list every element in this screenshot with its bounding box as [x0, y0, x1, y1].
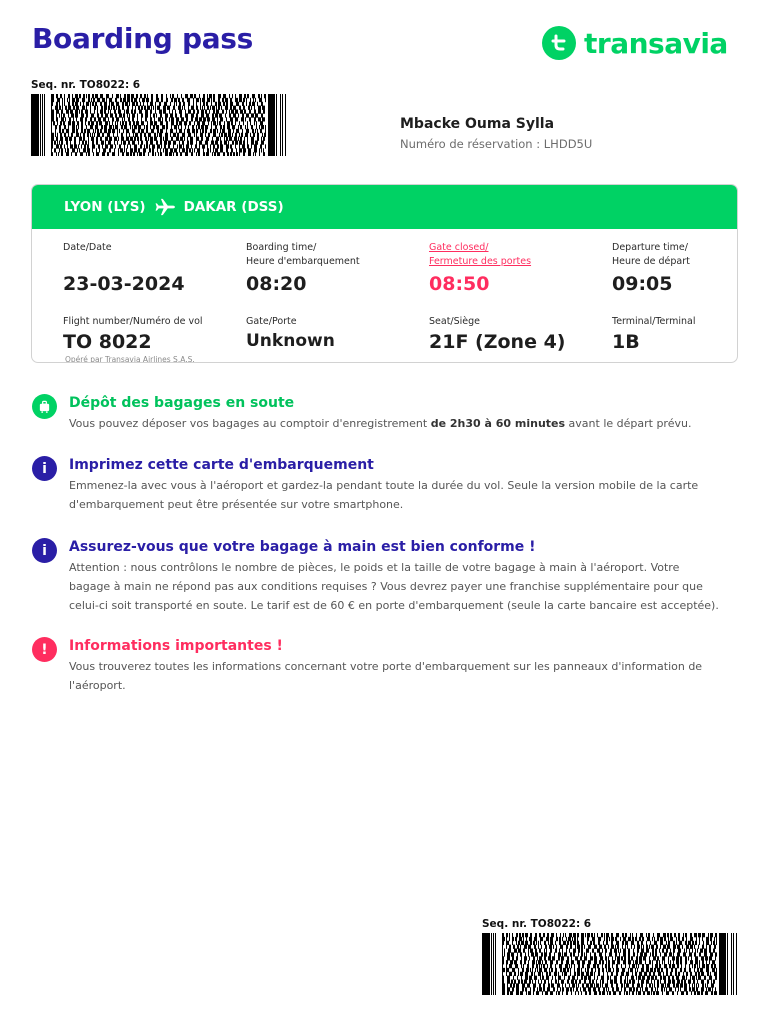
- airplane-icon: [154, 198, 176, 216]
- boarding-time-label-fr: Heure d'embarquement: [246, 256, 360, 267]
- gate-field: [246, 315, 335, 351]
- notice-important-text: Vous trouverez toutes les informations concernant votre porte d'embarquement sur les panneaux d'information de l'aéroport.: [69, 660, 703, 692]
- operated-by: Opéré par Transavia Airlines S.A.S.: [62, 355, 198, 363]
- seat-field: [429, 315, 565, 353]
- sequence-number-top: Seq. nr. TO8022: 6: [31, 79, 141, 91]
- date-field: [63, 241, 185, 295]
- passenger-info: [400, 116, 592, 151]
- flight-details-card: [31, 184, 738, 363]
- terminal-value: 1B: [612, 331, 640, 353]
- seat-label: Seat/Siège: [429, 316, 481, 327]
- terminal-field: [612, 315, 696, 353]
- gate-value: Unknown: [246, 331, 335, 351]
- info-icon: i: [32, 538, 57, 563]
- notice-hand-luggage-title: Assurez-vous que votre bagage à main est bien conforme !: [69, 539, 536, 555]
- notice-hand-luggage-text: Attention : nous contrôlons le nombre de pièces, le poids et la taille de votre bagage à main à l'aéroport. Votre bagage à main ne répond pas aux conditions requises ? Vous devrez payer une franchise supplémentaire pour que celui-ci soit transporté en soute. Le tarif est de 60 € en porte d'embarquement (seule la carte bancaire est acceptée).: [69, 561, 719, 612]
- alert-icon: !: [32, 637, 57, 662]
- boarding-time-label-en: Boarding time/: [246, 242, 317, 253]
- flight-number-field: [63, 315, 203, 353]
- origin-airport: LYON (LYS): [64, 199, 146, 215]
- notice-print-text: Emmenez-la avec vous à l'aéroport et gardez-la pendant toute la durée du vol. Seule la version mobile de la carte d'embarquement peut être présentée sur votre smartphone.: [69, 479, 699, 511]
- notice-baggage-text-bold: de 2h30 à 60 minutes: [430, 417, 566, 430]
- notice-hand-luggage: [32, 538, 722, 615]
- transavia-logo: [542, 26, 728, 60]
- destination-airport: DAKAR (DSS): [183, 199, 284, 215]
- transavia-logo-icon: [542, 26, 576, 60]
- page-title: Boarding pass: [32, 22, 254, 55]
- departure-time-label-en: Departure time/: [612, 242, 688, 253]
- gate-closed-label-en: Gate closed/: [429, 242, 489, 253]
- passenger-name: Mbacke Ouma Sylla: [400, 116, 555, 132]
- seat-value: 21F (Zone 4): [429, 331, 566, 353]
- pdf417-barcode-bottom: [482, 933, 737, 995]
- notice-baggage: [32, 394, 722, 433]
- date-label-spacer: [63, 255, 185, 269]
- sequence-number-bottom: Seq. nr. TO8022: 6: [482, 918, 592, 930]
- notice-important: [32, 637, 722, 695]
- notice-baggage-title: Dépôt des bagages en soute: [69, 395, 295, 411]
- gate-label: Gate/Porte: [246, 316, 297, 327]
- notice-print-title: Imprimez cette carte d'embarquement: [69, 457, 374, 473]
- luggage-icon: [32, 394, 57, 419]
- pdf417-barcode-top: [31, 94, 286, 156]
- gate-closed-field: [429, 241, 531, 295]
- notice-baggage-text-start: Vous pouvez déposer vos bagages au comptoir d'enregistrement: [69, 417, 431, 430]
- booking-reference: Numéro de réservation : LHDD5U: [400, 137, 593, 151]
- departure-time-label-fr: Heure de départ: [612, 256, 690, 267]
- info-icon: i: [32, 456, 57, 481]
- gate-closed-value: 08:50: [429, 273, 490, 295]
- terminal-label: Terminal/Terminal: [612, 316, 696, 327]
- departure-time-value: 09:05: [612, 273, 673, 295]
- route-bar: [32, 185, 737, 229]
- boarding-time-field: [246, 241, 360, 295]
- date-value: 23-03-2024: [63, 273, 185, 295]
- notice-important-title: Informations importantes !: [69, 638, 283, 654]
- boarding-time-value: 08:20: [246, 273, 307, 295]
- flight-number-label: Flight number/Numéro de vol: [63, 316, 203, 327]
- notice-baggage-text: [69, 414, 722, 433]
- date-label: Date/Date: [63, 242, 112, 253]
- flight-number-value: TO 8022: [63, 331, 152, 353]
- departure-time-field: [612, 241, 690, 295]
- gate-closed-label-fr: Fermeture des portes: [429, 256, 532, 267]
- brand-name: transavia: [584, 26, 728, 60]
- notice-print: [32, 456, 722, 514]
- notice-baggage-text-end: avant le départ prévu.: [565, 417, 692, 430]
